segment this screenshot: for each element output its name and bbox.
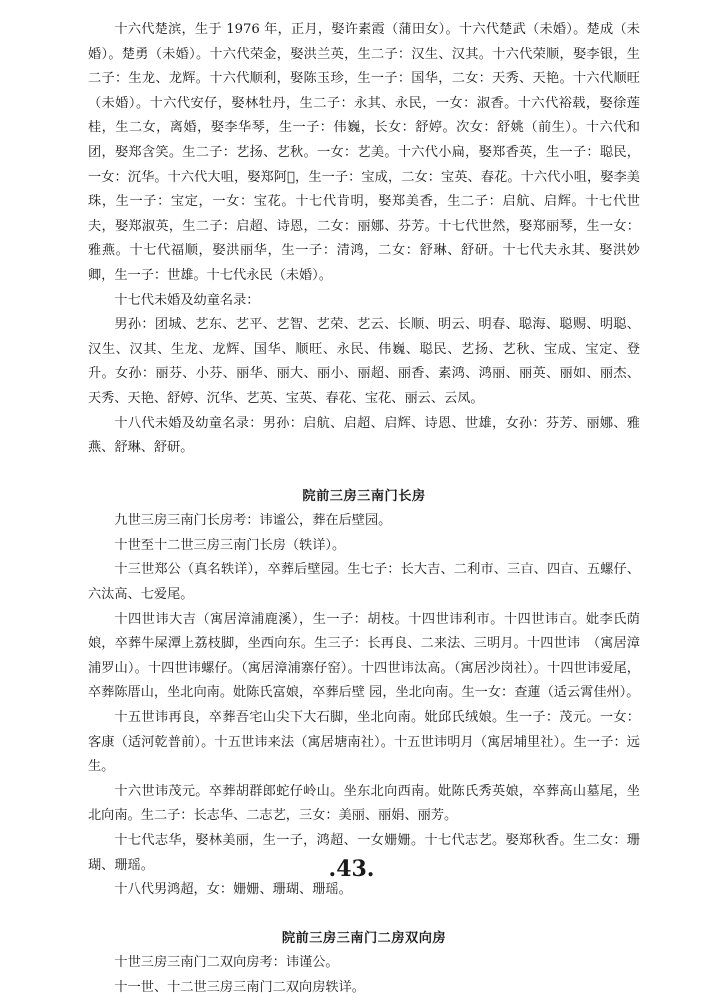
document-page <box>88 18 640 1001</box>
paragraph-fifteenth-generation: 十五世讳再良，卒葬吾宅山尖下大石脚，坐北向南。妣邱氏绒娘。生一子：茂元。一女：客康（适河乾普前）。十五世讳来法（寓居塘南社）。十五世讳明月（寓居埔里社）。生一子：远生。 <box>88 710 640 775</box>
section-title-elder-branch: 院前三房三南门长房 <box>302 488 426 504</box>
paragraph-fourteenth-generation: 十四世讳大吉（寓居漳浦鹿溪），生一子：胡枝。十四世讳利市。十四世讳𣅀。妣李氏荫娘，卒葬牛屎潭上荔枝脚，坐西向东。生三子：长再良、二来法、三明月。十四世讳 （寓居漳浦罗山）。十四世讳螺仔。（寓居漳浦寨仔窑）。十四世讳汰高。（寓居沙岗社）。十四世讳爱尾，卒葬陈厝山，坐北向南。妣陈氏富娘，卒葬后壁 园，坐北向南。生一女：查蓮（适云霄佳州）。 <box>88 611 640 701</box>
paragraph-tenth-to-twelfth: 十世至十二世三房三南门长房（轶详）。 <box>114 537 346 553</box>
section-sixteenth-generation <box>88 18 640 461</box>
paragraph-eleventh-twelfth-second-branch: 十一世、十二世三房三南门二双向房轶详。 <box>114 979 365 995</box>
paragraph-thirteenth-generation: 十三世郑公（真名轶详），卒葬后壁园。生七子：长大吉、二利市、三𣅀、四𣅀、五螺仔、六汰高、七爱尾。 <box>88 562 640 603</box>
paragraph-18th-unmarried-list: 十八代未婚及幼童名录：男孙：启航、启超、启辉、诗恩、世雄，女孙：芬芳、丽娜、雅燕、舒琳、舒研。 <box>88 415 640 456</box>
section-title-second-branch: 院前三房三南门二房双向房 <box>281 930 447 946</box>
paragraph-ninth-generation: 九世三房三南门长房考：讳谧公，葬在后壁园。 <box>114 513 392 529</box>
paragraph-seventeenth-generation: 十七代志华，娶林美丽，生一子，鸿超、一女姗姗。十七代志艺。娶郑秋香。生二女：珊瑚、珊瑶。 <box>88 833 640 873</box>
paragraph-17th-unmarried-list: 男孙：团城、艺东、艺平、艺智、艺荣、艺云、长顺、明云、明春、聪海、聪赐、明聪、汉生、汉其、生龙、龙辉、国华、顺旺、永民、伟巍、聪民、艺扬、艺秋、宝成、宝定、登升。女孙：丽芬、小芬、丽华、丽大、丽小、丽超、丽香、素鸿、鸿丽、丽英、丽如、丽杰、天秀、天艳、舒婷、沉华、艺英、宝英、春花、宝花、丽云、云凤。 <box>88 317 640 406</box>
paragraph-sixteenth-generation: 十六世讳茂元。卒葬胡群郎蛇仔岭山。坐东北向西南。妣陈氏秀英娘，卒葬高山墓尾，坐北向南。生二子：长志华、二志艺，三女：美丽、丽娟、丽芳。 <box>88 783 640 824</box>
section-sannanmen-second-branch <box>88 927 640 1001</box>
paragraph-generation-16-17-records: 十六代楚滨，生于 1976 年，正月，娶许素霞（蒲田女）。十六代楚武（未婚）。楚成（未婚）。楚勇（未婚）。十六代荣金，娶洪兰英，生二子：汉生、汉其。十六代荣顺，娶李银，生二子：生龙、龙辉。十六代顺利，娶陈玉珍，生一子：国华，二女：天秀、天艳。十六代顺旺（未婚）。十六代安仔，娶林牡丹，生二子：永其、永民，一女：淑香。十六代裕载，娶徐莲桂，生二女，离婚，娶李华琴，生一子：伟巍，长女：舒婷。次女：舒姚（前生）。十六代和团，娶郑含笑。生二子：艺扬、艺秋。一女：艺美。十六代小扁，娶郑香英，生一子：聪民，一女：沉华。十六代大咀，娶郑阿𠷢，生一子：宝成，二女：宝英、春花。十六代小咀，娶李美珠，生一子：宝定，一女：宝花。十七代肯明，娶郑美香，生二子：启航、启辉。十七代世夫，娶郑淑英，生二子：启超、诗恩，二女：丽娜、芬芳。十七代世然，娶郑丽琴，生一女：雅燕。十七代福顺，娶洪丽华，生一子：清鸿，二女：舒琳、舒研。十七代夫永其、娶洪妙卿，生一子：世雄。十七代永民（未婚）。 <box>88 22 640 283</box>
page-number: .43. <box>328 856 375 882</box>
section-sannanmen-elder-branch <box>88 485 640 903</box>
paragraph-tenth-generation-second-branch: 十世三房三南门二双向房考：讳谨公。 <box>114 955 339 971</box>
paragraph-eighteenth-generation: 十八代男鸿超，女：姗姗、珊瑚、珊瑶。 <box>114 882 352 898</box>
paragraph-17th-unmarried-heading: 十七代未婚及幼童名录： <box>114 292 260 308</box>
